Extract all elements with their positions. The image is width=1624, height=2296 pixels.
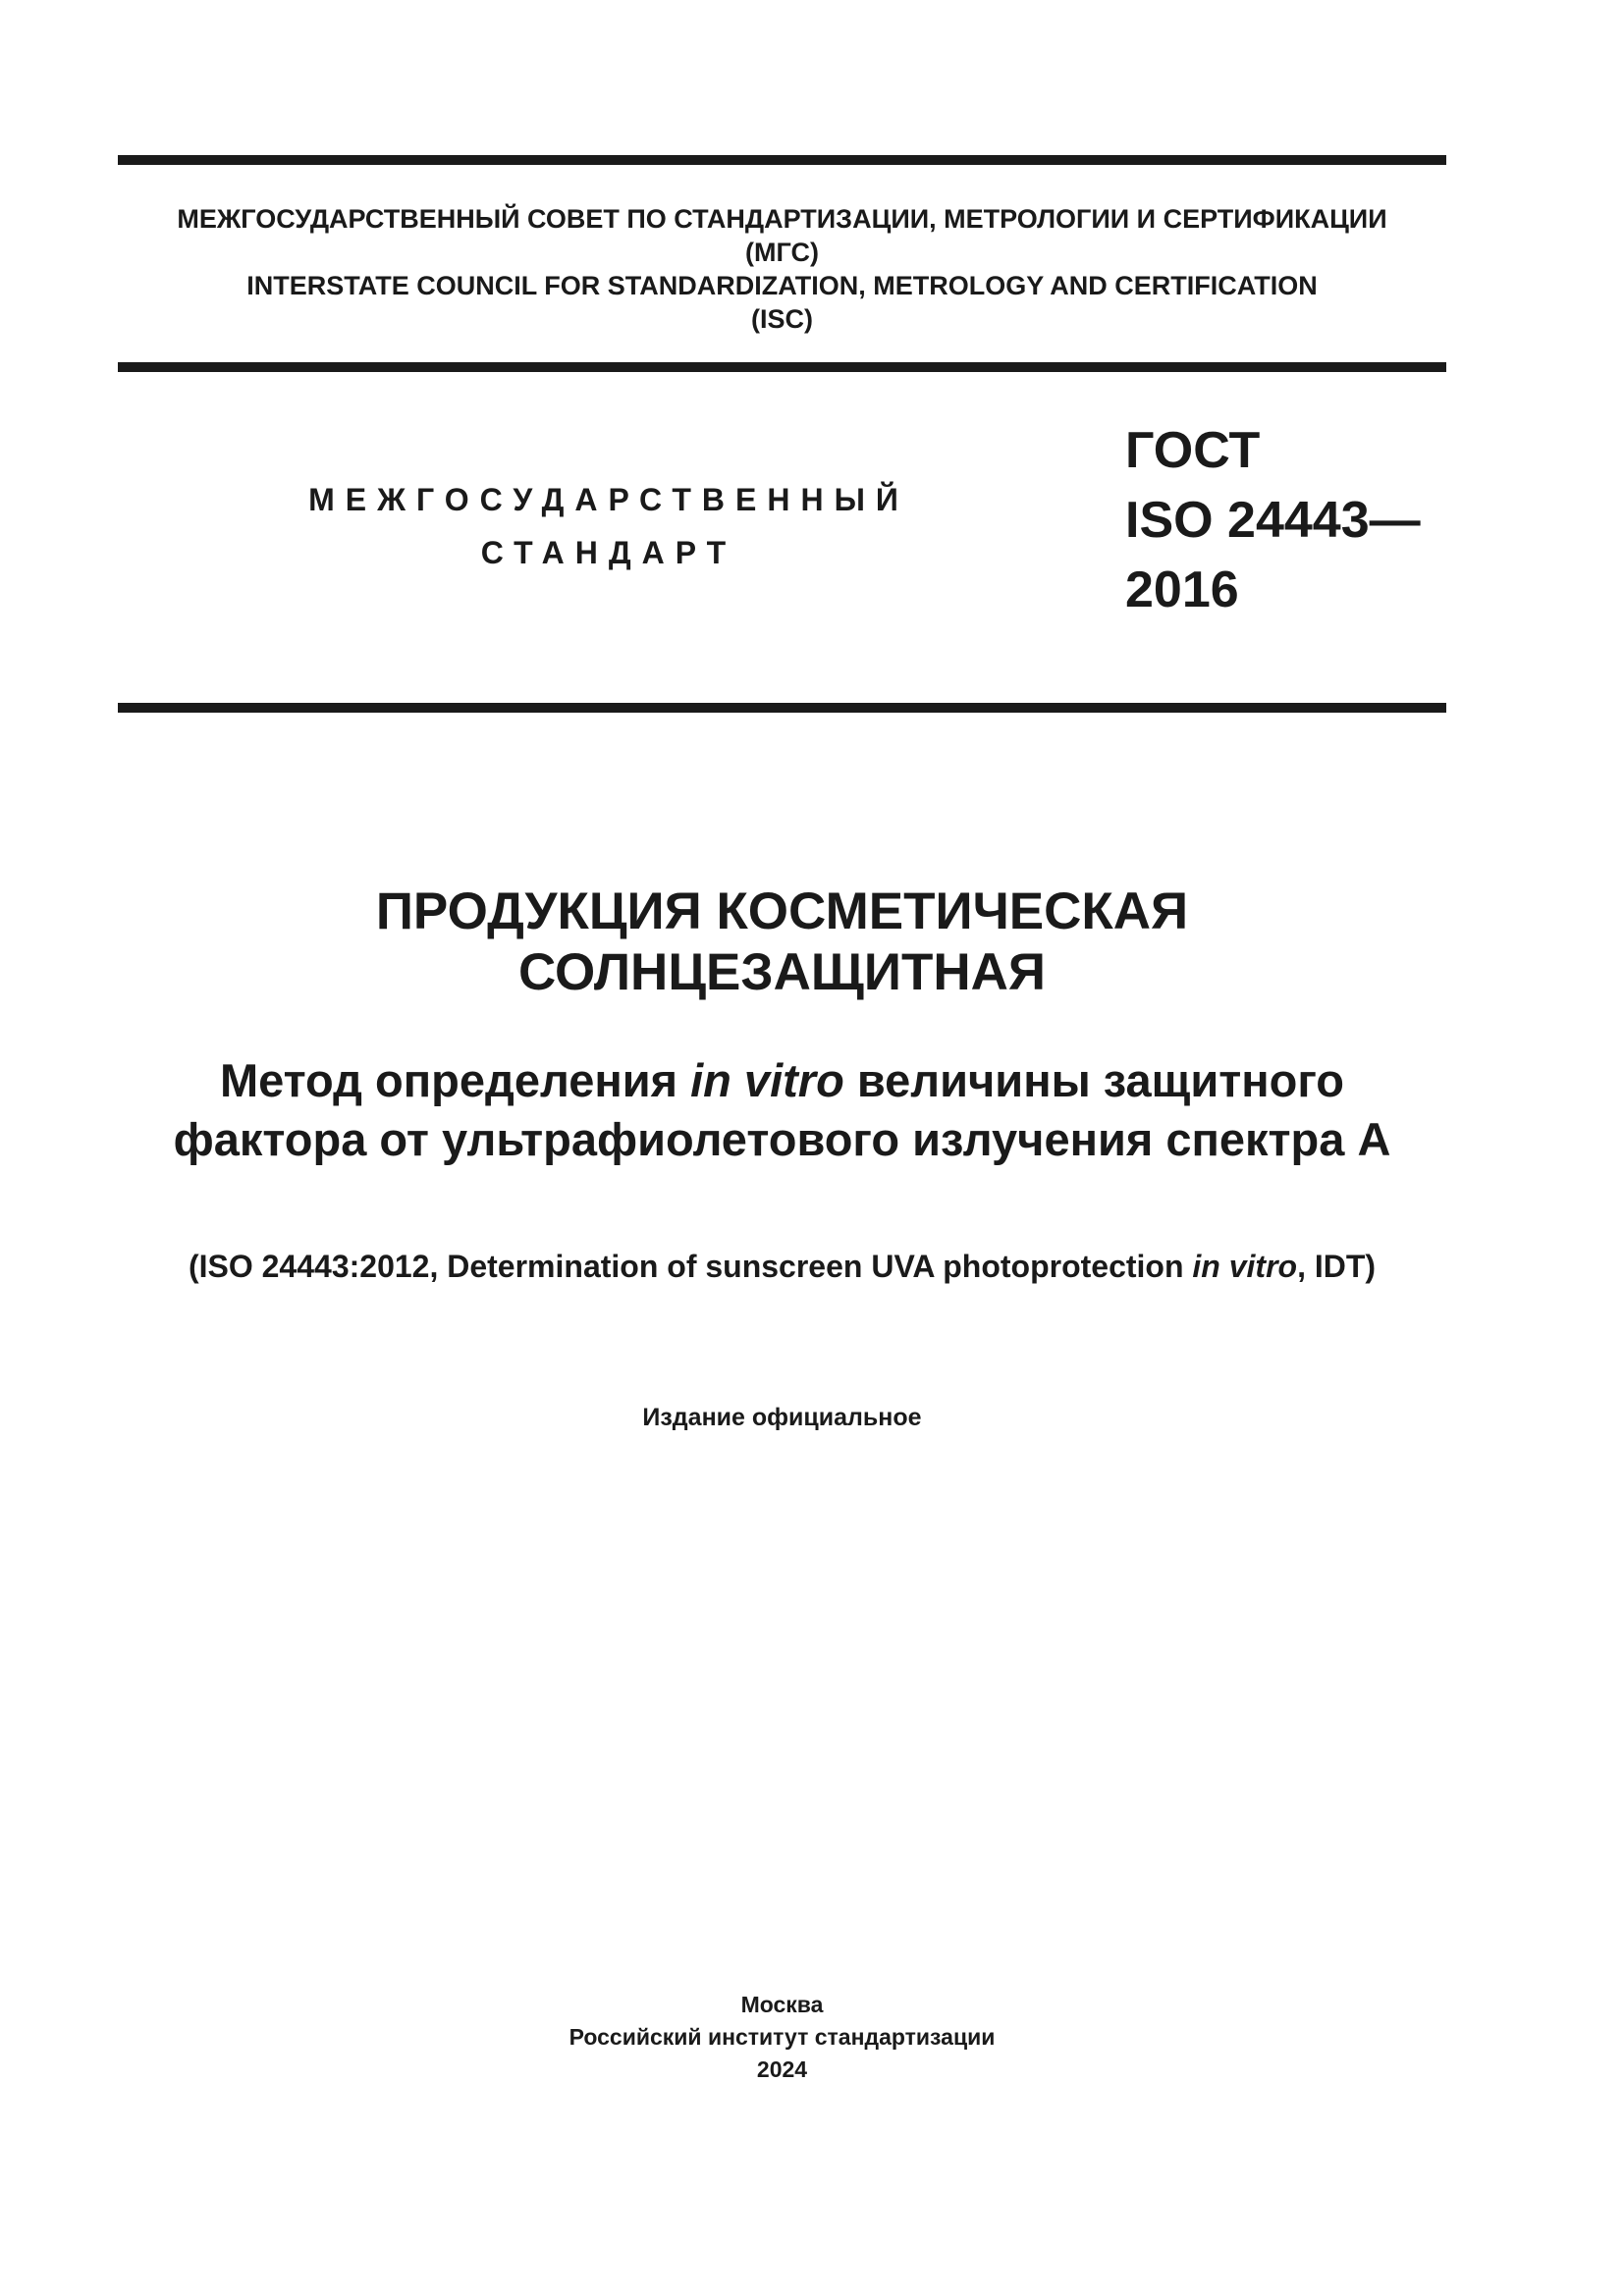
subtitle-line2: фактора от ультрафиолетового излучения спектра А bbox=[173, 1113, 1391, 1165]
top-rule bbox=[118, 155, 1446, 165]
council-header bbox=[118, 202, 1446, 336]
imprint-city: Москва bbox=[740, 1992, 824, 2017]
imprint-publisher: Российский институт стандартизации bbox=[568, 2024, 996, 2050]
standard-type-line2: СТАНДАРТ bbox=[480, 535, 737, 570]
designation-line1: ГОСТ bbox=[1125, 422, 1261, 479]
council-name-en: INTERSTATE COUNCIL FOR STANDARDIZATION, METROLOGY AND CERTIFICATION bbox=[246, 271, 1318, 300]
document-title bbox=[118, 881, 1446, 1003]
subtitle-part1: Метод определения bbox=[219, 1054, 691, 1106]
council-bottom-rule bbox=[118, 362, 1446, 372]
council-abbr-en: (ISC) bbox=[751, 304, 813, 334]
standard-type-label bbox=[295, 473, 923, 579]
standard-type-line1: МЕЖГОСУДАРСТВЕННЫЙ bbox=[308, 482, 909, 517]
title-line1: ПРОДУКЦИЯ КОСМЕТИЧЕСКАЯ bbox=[375, 882, 1189, 940]
iso-ref-part2: , IDT) bbox=[1297, 1249, 1377, 1284]
publisher-imprint bbox=[118, 1989, 1446, 2086]
standard-designation bbox=[1125, 416, 1421, 625]
imprint-year: 2024 bbox=[756, 2056, 808, 2082]
council-name-ru: МЕЖГОСУДАРСТВЕННЫЙ СОВЕТ ПО СТАНДАРТИЗАЦИИ, МЕТРОЛОГИИ И СЕРТИФИКАЦИИ bbox=[177, 204, 1387, 234]
subtitle-line1 bbox=[118, 1051, 1446, 1110]
title-line2: СОЛНЦЕЗАЩИТНАЯ bbox=[518, 943, 1046, 1001]
subtitle-italic: in vitro bbox=[690, 1054, 844, 1106]
designation-bottom-rule bbox=[118, 703, 1446, 713]
edition-note: Издание официальное bbox=[642, 1404, 922, 1431]
iso-reference bbox=[118, 1247, 1446, 1286]
document-subtitle bbox=[118, 1051, 1446, 1169]
designation-line3: 2016 bbox=[1125, 561, 1239, 618]
council-abbr-ru: (МГС) bbox=[745, 238, 819, 267]
iso-ref-italic: in vitro bbox=[1192, 1249, 1298, 1284]
iso-ref-part1: (ISO 24443:2012, Determination of sunscreen UVA photoprotection bbox=[188, 1249, 1193, 1284]
designation-line2: ISO 24443— bbox=[1125, 492, 1421, 549]
subtitle-part2: величины защитного bbox=[843, 1054, 1344, 1106]
